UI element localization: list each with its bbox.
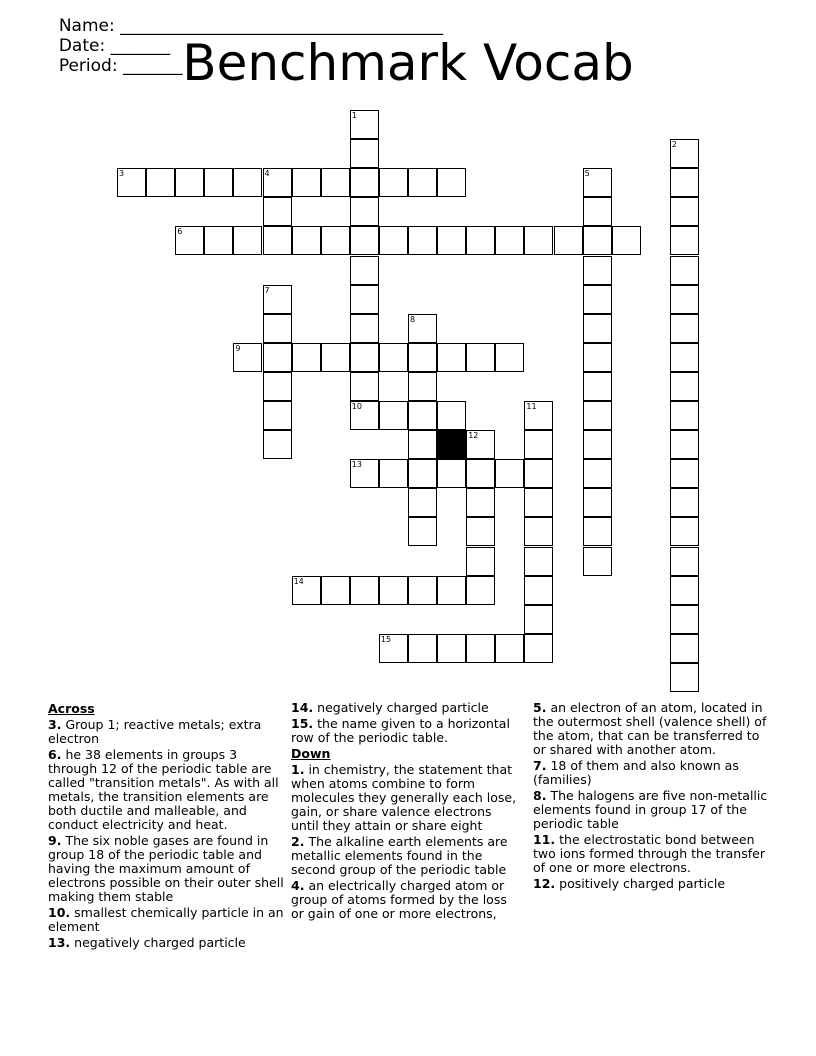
clue-down-2: 2. The alkaline earth elements are metallic elements found in the second group of the periodic table bbox=[291, 834, 508, 877]
grid-cell[interactable] bbox=[204, 168, 233, 197]
grid-cell[interactable] bbox=[583, 226, 612, 255]
grid-cell[interactable] bbox=[263, 372, 292, 401]
grid-cell[interactable] bbox=[670, 576, 699, 605]
grid-cell[interactable] bbox=[233, 343, 262, 372]
grid-cell[interactable] bbox=[146, 168, 175, 197]
grid-cell[interactable] bbox=[466, 517, 495, 546]
grid-cell[interactable] bbox=[408, 343, 437, 372]
grid-cell[interactable] bbox=[321, 226, 350, 255]
clue-across-3: 3. Group 1; reactive metals; extra electron bbox=[48, 717, 262, 746]
clues-column-1 bbox=[48, 701, 284, 952]
grid-cell[interactable] bbox=[524, 605, 553, 634]
cell-number: 14 bbox=[293, 576, 304, 586]
grid-cell[interactable] bbox=[175, 226, 204, 255]
clues-column-2 bbox=[291, 701, 523, 923]
clue-across-10: 10. smallest chemically particle in an element bbox=[48, 905, 284, 934]
grid-cell[interactable] bbox=[263, 430, 292, 459]
grid-cell[interactable] bbox=[437, 401, 466, 430]
grid-cell[interactable] bbox=[350, 168, 379, 197]
page-title: Benchmark Vocab bbox=[182, 34, 634, 92]
grid-cell[interactable] bbox=[466, 576, 495, 605]
grid-cell[interactable] bbox=[350, 226, 379, 255]
grid-cell[interactable] bbox=[292, 168, 321, 197]
grid-cell[interactable] bbox=[408, 459, 437, 488]
name-field-label[interactable]: Name: ______________________________________ bbox=[58, 16, 444, 36]
grid-cell[interactable] bbox=[379, 343, 408, 372]
grid-cell[interactable] bbox=[583, 372, 612, 401]
grid-cell[interactable] bbox=[670, 401, 699, 430]
grid-cell[interactable] bbox=[350, 343, 379, 372]
clue-across-14: 14. negatively charged particle bbox=[291, 700, 489, 715]
cell-number: 9 bbox=[235, 343, 241, 353]
grid-cell[interactable] bbox=[524, 634, 553, 663]
grid-cell[interactable] bbox=[524, 576, 553, 605]
grid-cell[interactable] bbox=[466, 488, 495, 517]
grid-cell[interactable] bbox=[408, 430, 437, 459]
grid-cell[interactable] bbox=[437, 168, 466, 197]
grid-cell[interactable] bbox=[379, 168, 408, 197]
grid-cell[interactable] bbox=[408, 226, 437, 255]
black-cell bbox=[437, 430, 466, 459]
cell-number: 8 bbox=[410, 314, 416, 324]
grid-cell[interactable] bbox=[670, 372, 699, 401]
grid-cell[interactable] bbox=[292, 343, 321, 372]
grid-cell[interactable] bbox=[292, 576, 321, 605]
grid-cell[interactable] bbox=[263, 168, 292, 197]
grid-cell[interactable] bbox=[437, 226, 466, 255]
grid-cell[interactable] bbox=[408, 517, 437, 546]
clue-across-13: 13. negatively charged particle bbox=[48, 935, 246, 950]
grid-cell[interactable] bbox=[321, 168, 350, 197]
grid-cell[interactable] bbox=[583, 517, 612, 546]
grid-cell[interactable] bbox=[350, 285, 379, 314]
down-heading: Down bbox=[291, 746, 331, 761]
grid-cell[interactable] bbox=[670, 256, 699, 285]
grid-cell[interactable] bbox=[670, 314, 699, 343]
date-field-label[interactable]: Date: _______ bbox=[58, 36, 171, 56]
grid-cell[interactable] bbox=[583, 401, 612, 430]
clue-across-15: 15. the name given to a horizontal row of the periodic table. bbox=[291, 716, 510, 745]
grid-cell[interactable] bbox=[524, 517, 553, 546]
cell-number: 6 bbox=[177, 227, 183, 237]
grid-cell[interactable] bbox=[583, 256, 612, 285]
grid-cell[interactable] bbox=[408, 401, 437, 430]
grid-cell[interactable] bbox=[175, 168, 204, 197]
grid-cell[interactable] bbox=[583, 314, 612, 343]
grid-cell[interactable] bbox=[321, 576, 350, 605]
grid-cell[interactable] bbox=[670, 168, 699, 197]
grid-cell[interactable] bbox=[350, 401, 379, 430]
grid-cell[interactable] bbox=[437, 343, 466, 372]
grid-cell[interactable] bbox=[350, 459, 379, 488]
grid-cell[interactable] bbox=[263, 285, 292, 314]
grid-cell[interactable] bbox=[583, 547, 612, 576]
cell-number: 11 bbox=[526, 402, 537, 411]
grid-cell[interactable] bbox=[670, 517, 699, 546]
grid-cell[interactable] bbox=[321, 343, 350, 372]
grid-cell[interactable] bbox=[466, 430, 495, 459]
grid-cell[interactable] bbox=[408, 488, 437, 517]
cell-number: 3 bbox=[119, 169, 125, 179]
grid-cell[interactable] bbox=[495, 226, 524, 255]
grid-cell[interactable] bbox=[350, 110, 379, 139]
clue-down-12: 12. positively charged particle bbox=[533, 876, 726, 891]
grid-cell[interactable] bbox=[379, 226, 408, 255]
cell-number: 13 bbox=[351, 460, 362, 470]
grid-cell[interactable] bbox=[379, 634, 408, 663]
grid-cell[interactable] bbox=[263, 343, 292, 372]
grid-cell[interactable] bbox=[670, 197, 699, 226]
grid-cell[interactable] bbox=[466, 547, 495, 576]
grid-cell[interactable] bbox=[583, 197, 612, 226]
grid-cell[interactable] bbox=[670, 605, 699, 634]
period-field-label[interactable]: Period: _______ bbox=[58, 56, 183, 76]
grid-cell[interactable] bbox=[495, 634, 524, 663]
cell-number: 12 bbox=[468, 431, 479, 441]
grid-cell[interactable] bbox=[350, 256, 379, 285]
grid-cell[interactable] bbox=[350, 139, 379, 168]
grid-cell[interactable] bbox=[408, 168, 437, 197]
grid-cell[interactable] bbox=[495, 459, 524, 488]
grid-cell[interactable] bbox=[379, 401, 408, 430]
grid-cell[interactable] bbox=[524, 226, 553, 255]
grid-cell[interactable] bbox=[408, 314, 437, 343]
grid-cell[interactable] bbox=[495, 343, 524, 372]
grid-cell[interactable] bbox=[466, 343, 495, 372]
grid-cell[interactable] bbox=[117, 168, 146, 197]
grid-cell[interactable] bbox=[554, 226, 583, 255]
grid-cell[interactable] bbox=[524, 547, 553, 576]
clue-across-6: 6. he 38 elements in groups 3 through 12 of the periodic table are called "transition metals". As with all metals, the transition elements are both ductile and malleable, and conduct electricity and heat. bbox=[48, 747, 279, 832]
grid-cell[interactable] bbox=[263, 401, 292, 430]
clue-down-1: 1. in chemistry, the statement that when atoms combine to form molecules they generally each lose, gain, or share valence electrons until they attain or share eight bbox=[291, 762, 517, 833]
grid-cell[interactable] bbox=[670, 139, 699, 168]
grid-cell[interactable] bbox=[524, 430, 553, 459]
cell-number: 5 bbox=[584, 169, 590, 179]
grid-cell[interactable] bbox=[263, 314, 292, 343]
clue-down-11: 11. the electrostatic bond between two ions formed through the transfer of one or more electrons. bbox=[533, 832, 765, 875]
grid-cell[interactable] bbox=[612, 226, 641, 255]
clue-down-5: 5. an electron of an atom, located in the outermost shell (valence shell) of the atom, that can be transferred to or shared with another atom. bbox=[533, 700, 767, 757]
clues-column-3 bbox=[533, 701, 773, 893]
grid-cell[interactable] bbox=[350, 576, 379, 605]
grid-cell[interactable] bbox=[350, 197, 379, 226]
grid-cell[interactable] bbox=[524, 488, 553, 517]
grid-cell[interactable] bbox=[408, 634, 437, 663]
across-heading: Across bbox=[48, 701, 95, 716]
grid-cell[interactable] bbox=[524, 401, 553, 430]
grid-cell[interactable] bbox=[379, 576, 408, 605]
grid-cell[interactable] bbox=[466, 634, 495, 663]
clue-across-9: 9. The six noble gases are found in group 18 of the periodic table and having the maximum amount of electrons possible on their outer shell making them stable bbox=[48, 833, 284, 904]
grid-cell[interactable] bbox=[379, 459, 408, 488]
grid-cell[interactable] bbox=[437, 634, 466, 663]
cell-number: 10 bbox=[351, 402, 362, 411]
grid-cell[interactable] bbox=[670, 226, 699, 255]
grid-cell[interactable] bbox=[233, 168, 262, 197]
grid-cell[interactable] bbox=[583, 285, 612, 314]
grid-cell[interactable] bbox=[583, 430, 612, 459]
cell-number: 1 bbox=[351, 111, 357, 120]
grid-cell[interactable] bbox=[408, 576, 437, 605]
cell-number: 4 bbox=[264, 169, 270, 179]
clue-down-4: 4. an electrically charged atom or group of atoms formed by the loss or gain of one or more electrons, bbox=[291, 878, 507, 921]
grid-cell[interactable] bbox=[524, 459, 553, 488]
clue-down-8: 8. The halogens are five non-metallic elements found in group 17 of the periodic table bbox=[533, 788, 768, 831]
grid-cell[interactable] bbox=[204, 226, 233, 255]
grid-cell[interactable] bbox=[670, 285, 699, 314]
grid-cell[interactable] bbox=[583, 343, 612, 372]
cell-number: 2 bbox=[671, 140, 677, 150]
grid-cell[interactable] bbox=[350, 372, 379, 401]
clue-down-7: 7. 18 of them and also known as (families) bbox=[533, 758, 739, 787]
cell-number: 7 bbox=[264, 285, 270, 295]
grid-cell[interactable] bbox=[437, 459, 466, 488]
grid-cell[interactable] bbox=[263, 226, 292, 255]
grid-cell[interactable] bbox=[583, 168, 612, 197]
grid-cell[interactable] bbox=[670, 343, 699, 372]
grid-cell[interactable] bbox=[466, 226, 495, 255]
grid-cell[interactable] bbox=[437, 576, 466, 605]
grid-cell[interactable] bbox=[583, 459, 612, 488]
grid-cell[interactable] bbox=[670, 459, 699, 488]
grid-cell[interactable] bbox=[670, 430, 699, 459]
grid-cell[interactable] bbox=[670, 634, 699, 663]
grid-cell[interactable] bbox=[670, 547, 699, 576]
grid-cell[interactable] bbox=[583, 488, 612, 517]
grid-cell[interactable] bbox=[292, 226, 321, 255]
grid-cell[interactable] bbox=[670, 663, 699, 692]
grid-cell[interactable] bbox=[670, 488, 699, 517]
grid-cell[interactable] bbox=[466, 459, 495, 488]
grid-cell[interactable] bbox=[408, 372, 437, 401]
grid-cell[interactable] bbox=[233, 226, 262, 255]
cell-number: 15 bbox=[380, 634, 392, 644]
grid-cell[interactable] bbox=[263, 197, 292, 226]
grid-cell[interactable] bbox=[350, 314, 379, 343]
